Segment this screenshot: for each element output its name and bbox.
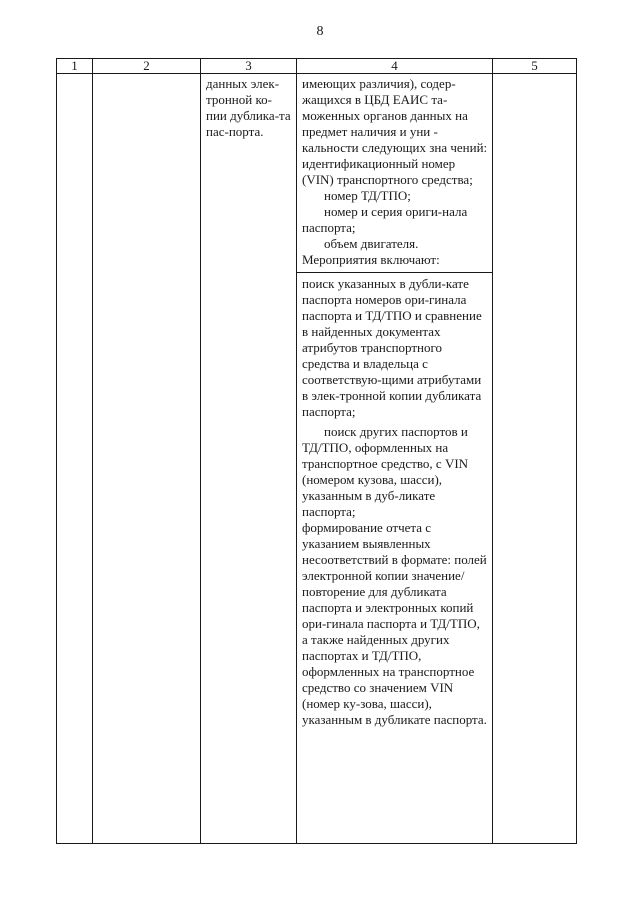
col4-paragraph-3: формирование отчета с указанием выявленных несоответствий в формате: полей электронной копии значение/повторение для дубликата паспорта и электронных копий ори-гинала паспорта и ТД/ТПО, а также найденных других паспортах и ТД/ТПО, оформленных на транспортное средство со значением VIN (номер ку-зова, шасси), указанным в дубликате паспорта. <box>302 520 487 727</box>
col4-divider <box>297 272 492 273</box>
header-row <box>57 59 577 74</box>
table-header <box>57 59 577 74</box>
column-header-4: 4 <box>297 59 493 74</box>
document-table <box>56 58 577 844</box>
col4-measures-heading: Мероприятия включают: <box>302 252 440 267</box>
col4-item-2: номер и серия ориги-нала паспорта; <box>302 204 468 235</box>
cell-col1 <box>57 74 93 844</box>
cell-col2 <box>93 74 201 844</box>
cell-col3-text: данных элек-тронной ко-пии дублика-та пас-порта. <box>206 76 291 139</box>
column-header-3: 3 <box>201 59 297 74</box>
cell-col2-text <box>93 74 200 76</box>
col4-item-1: номер ТД/ТПО; <box>324 188 411 203</box>
cell-col5 <box>493 74 577 844</box>
col4-item-3: объем двигателя. <box>324 236 419 251</box>
col4-intro: имеющих различия), содер-жащихся в ЦБД ЕАИС та-моженных органов данных на предмет наличия и уни - кальности следующих зна чений: идентификационный номер (VIN) транспортного средства; <box>302 76 488 187</box>
cell-col5-text <box>493 74 576 76</box>
cell-col3 <box>201 74 297 844</box>
col4-paragraph-1: поиск указанных в дубли-кате паспорта номеров ори-гинала паспорта и ТД/ТПО и сравнение в найденных документах атрибутов транспортного средства и владельца с соответствую-щими атрибутами в элек-тронной копии дубликата паспорта; <box>302 276 482 419</box>
column-header-1: 1 <box>57 59 93 74</box>
column-header-2: 2 <box>93 59 201 74</box>
col4-paragraph-2: поиск других паспортов и ТД/ТПО, оформленных на транспортное средство, с VIN (номером кузова, шасси), указанным в дуб-ликате паспорта; <box>302 424 469 519</box>
cell-col1-text <box>57 74 92 76</box>
cell-col4-content <box>297 74 492 728</box>
page-number: 8 <box>316 24 324 39</box>
column-header-5: 5 <box>493 59 577 74</box>
table-row <box>57 74 577 844</box>
cell-col4 <box>297 74 493 844</box>
